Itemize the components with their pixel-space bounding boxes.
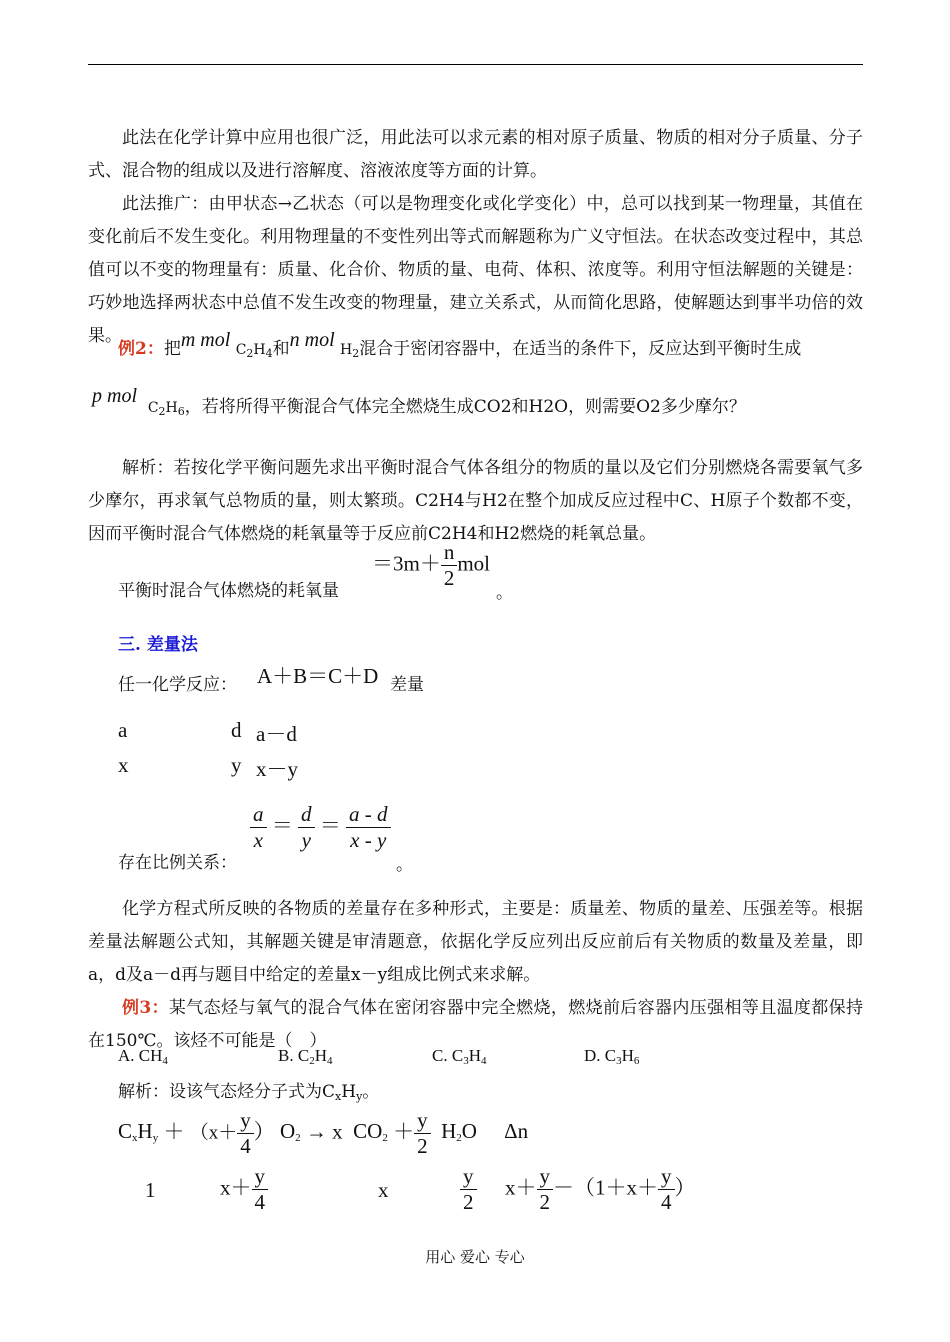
coeff-delta: x＋ $\frac{y}{2}$ －（1＋x＋ $\frac{y}{4}$ ） <box>505 1164 696 1214</box>
proportion-label: 存在比例关系： <box>118 853 237 873</box>
example3-text: 某气态烃与氧气的混合气体在密闭容器中完全燃烧，燃烧前后容器内压强相等且温度都保持在150℃。该烃不可能是（ ） <box>88 998 863 1051</box>
example2-text-ba: 把 <box>163 339 181 359</box>
example2-text-3: ，若将所得平衡混合气体完全燃烧生成CO2和H2O，则需要O2多少摩尔？ <box>184 397 746 417</box>
balance-end: 。 <box>496 583 513 603</box>
proportion-expression: $\frac{a}{x}$ ＝ $\frac{d}{y}$ ＝ $\frac{a - d}{x - y}$ <box>250 802 391 853</box>
cxhy: $C_xH_y$ <box>118 1119 159 1145</box>
section-heading: 三. 差量法 <box>118 635 198 655</box>
coeff-h2o: $\frac{y}{2}$ <box>460 1164 477 1215</box>
balance-lhs: ＝3m＋ <box>372 551 441 576</box>
h2-formula: $H_2$ <box>340 342 360 360</box>
row1-a: a <box>118 718 128 742</box>
balance-label: 平衡时混合气体燃烧的耗氧量 <box>118 581 339 601</box>
balance-unit: mol <box>457 551 491 576</box>
m-mol: m mol <box>180 329 231 351</box>
coeff-co2: x <box>378 1178 389 1202</box>
row1-c: a－d <box>256 722 297 746</box>
example2-line1 <box>118 329 802 360</box>
row1-b: d <box>231 718 242 742</box>
page-footer: 用心 爱心 专心 <box>425 1248 525 1266</box>
option-a: A. $CH_4$ <box>118 1046 168 1067</box>
option-b: B. $C_2H_4$ <box>278 1046 333 1067</box>
coeff-o2: x＋ $\frac{y}{4}$ <box>220 1164 268 1215</box>
intro-paragraph-1: 此法在化学计算中应用也很广泛，用此法可以求元素的相对原子质量、物质的相对分子质量、分子式、混合物的组成以及进行溶解度、溶液浓度等方面的计算。 <box>88 128 863 181</box>
balance-expression <box>372 540 490 591</box>
fraction-diff: $\frac{a - d}{x - y}$ <box>346 802 391 853</box>
balance-fraction: $\frac{n}{2}$ <box>441 540 458 591</box>
reaction-equation: A＋B＝C＋D <box>257 664 379 688</box>
header-rule <box>88 64 863 65</box>
delta-n: Δn <box>504 1119 529 1144</box>
fraction-a-x: $\frac{a}{x}$ <box>250 802 267 853</box>
option-c: C. $C_3H_4$ <box>432 1046 487 1067</box>
example2-label: 例2： <box>118 339 164 359</box>
coeff-one: 1 <box>145 1178 156 1202</box>
example3-label: 例3： <box>122 998 169 1018</box>
reaction-tail: 差量 <box>390 675 424 695</box>
c2h6-formula: $C_2H_6$ <box>147 400 185 418</box>
row2-c: x－y <box>256 757 298 781</box>
combustion-equation: $C_xH_y + (x+$ $\frac{y}{4}$ ） $O_2 \to x$ $CO_2$ ＋ $\frac{y}{2}$ $H_2O$ Δn <box>118 1108 529 1158</box>
p-mol: p mol <box>92 385 137 407</box>
example2-text-2: 混合于密闭容器中，在适当的条件下，反应达到平衡时生成 <box>359 339 802 359</box>
n-mol: n mol <box>289 329 335 351</box>
example2-line2 <box>92 385 746 418</box>
option-d: D. $C_3H_6$ <box>584 1046 640 1067</box>
row2-a: x <box>118 753 129 777</box>
example2-text-he: 和 <box>272 339 290 359</box>
reaction-label: 任一化学反应： <box>118 675 237 695</box>
proportion-end: 。 <box>396 855 413 875</box>
intro-paragraph-2: 此法推广：由甲状态→乙状态（可以是物理变化或化学变化）中，总可以找到某一物理量，其值在变化前后不发生变化。利用物理量的不变性列出等式而解题称为广义守恒法。在状态改变过程中，其总值可以不变的物理量有：质量、化合价、物质的量、电荷、体积、浓度等。利用守恒法解题的关键是：巧妙地选择两状态中总值不发生改变的物理量，建立关系式，从而简化思路，使解题达到事半功倍的效果。 <box>88 194 863 346</box>
example3-analysis: 解析：设该气态烃分子式为$C_xH_y$。 <box>118 1082 380 1103</box>
analysis2-paragraph: 解析：若按化学平衡问题先求出平衡时混合气体各组分的物质的量以及它们分别燃烧各需要氧气多少摩尔，再求氧气总物质的量，则太繁琐。C2H4与H2在整个加成反应过程中C、H原子个数都不变，因而平衡时混合气体燃烧的耗氧量等于反应前C2H4和H2燃烧的耗氧总量。 <box>88 458 863 544</box>
fraction-d-y: $\frac{d}{y}$ <box>298 802 315 853</box>
row2-b: y <box>231 753 242 777</box>
c2h4-formula: $C_2H_4$ <box>235 342 273 360</box>
difference-paragraph: 化学方程式所反映的各物质的差量存在多种形式，主要是：质量差、物质的量差、压强差等。根据差量法解题公式知，其解题关键是审清题意，依据化学反应列出反应前后有关物质的数量及差量，即a，d及a－d再与题目中给定的差量x－y组成比例式来求解。 <box>88 899 863 985</box>
